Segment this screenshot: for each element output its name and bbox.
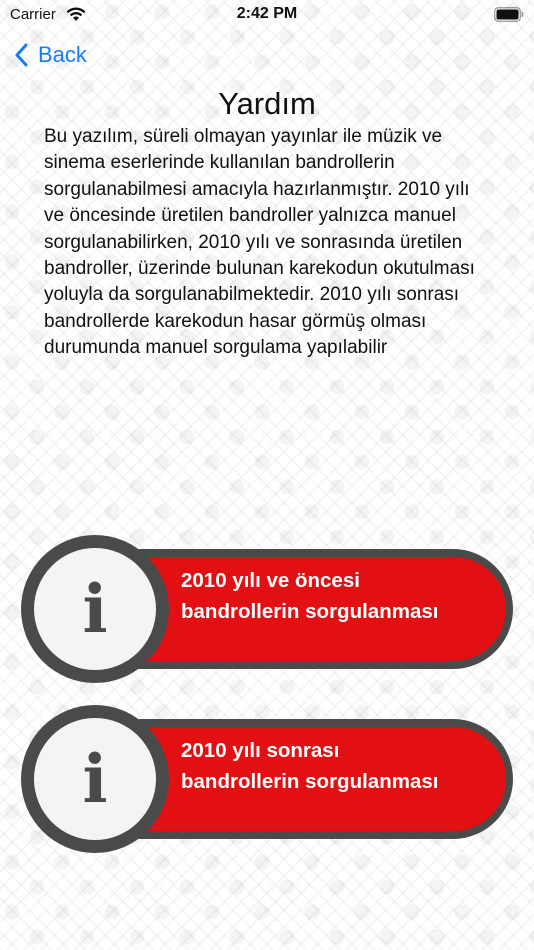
info-icon-ring — [21, 705, 169, 853]
page-title: Yardım — [218, 86, 316, 121]
button-label-line-1: 2010 yılı ve öncesi — [181, 569, 360, 592]
query-post-2010-button[interactable] — [21, 705, 517, 853]
back-label: Back — [38, 42, 87, 67]
query-pre-2010-button[interactable] — [21, 535, 517, 683]
button-label-line-1: 2010 yılı sonrası — [181, 739, 340, 762]
status-bar — [0, 0, 534, 30]
button-label — [181, 735, 501, 797]
button-label-line-2: bandrollerin sorgulanması — [181, 770, 439, 793]
info-icon: i — [34, 718, 156, 840]
button-label-line-2: bandrollerin sorgulanması — [181, 600, 439, 623]
carrier-label: Carrier — [10, 6, 56, 23]
chevron-left-icon — [14, 43, 28, 67]
button-label — [181, 565, 501, 627]
info-icon-ring — [21, 535, 169, 683]
back-button[interactable] — [14, 40, 87, 70]
status-time: 2:42 PM — [236, 5, 298, 22]
help-text: Bu yazılım, süreli olmayan yayınlar ile müzik ve sinema eserlerinde kullanılan bandrollerin sorgulanabilmesi amacıyla hazırlanmıştır. 2010 yılı ve öncesinde üretilen bandroller yalnızca manuel sorgulanabilirken, 2010 yılı ve sonrasında üretilen bandroller, üzerinde bulunan karekodun okutulması yoluyla da sorgulanabilmektedir. 2010 yılı sonrası bandrollerde karekodun hasar görmüş olması durumunda manuel sorgulama yapılabilir — [44, 126, 475, 359]
battery-icon — [494, 7, 524, 22]
info-icon: i — [34, 548, 156, 670]
